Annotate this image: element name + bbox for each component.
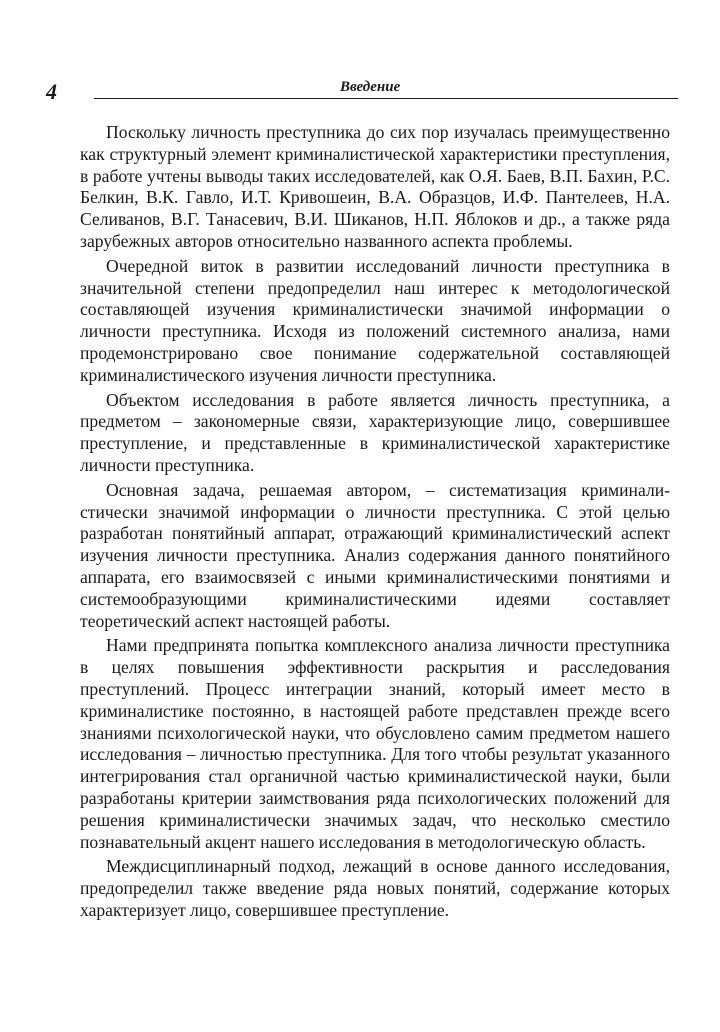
header-rule [94,98,678,99]
page-number: 4 [46,79,57,104]
paragraph: Нами предпринята попытка комплексного анализа личности преступника в целях повышения эффективности раскрытия и расследования преступлений. Процесс интеграции знаний, который имеет место в криминалистике постоянно, в настоящей работе представлен прежде всего знаниями психологической науки, что обусловлено самим предметом нашего исследования – личностью преступника. Для того чтобы результат указанного интегрирования стал органичной частью криминалистической науки, были разработаны критерии заимствования ряда психологических положений для решения криминалистически значимых задач, что несколько сместило познавательный акцент нашего исследования в методологическую область. [80,635,670,852]
running-title: Введение [340,79,401,95]
paragraph: Поскольку личность преступника до сих пор изучалась преимущественно как структурный элемент криминалистической характеристики преступления, в работе учтены выводы таких исследователей, как О.Я. Баев, В.П. Бахин, Р.С. Белкин, В.К. Гавло, И.Т. Кривошеин, В.А. Образцов, И.Ф. Пантелеев, Н.А. Селиванов, В.Г. Танасевич, В.И. Шиканов, Н.П. Яблоков и др., а также ряда зарубежных авторов относительно названного аспекта проблемы. [80,122,670,251]
paragraph: Объектом исследования в работе является личность преступника, а предметом – закономерные связи, характеризующие лицо, совершившее преступление, и представленные в криминалистической характеристике личности преступника. [80,389,670,475]
paragraph: Междисциплинарный подход, лежащий в основе данного исследования, предопределил также введение ряда новых понятий, содержание которых характеризует лицо, совершившее преступление. [80,856,670,920]
body-text [80,122,670,925]
paragraph: Очередной виток в развитии исследований личности преступника в значительной степени предопределил наш интерес к методологической составляющей изучения криминалистически значимой информации о личности преступника. Исходя из положений системного анализа, нами продемонстрировано свое понимание содержательной составляющей криминалистического изучения личности преступника. [80,255,670,385]
paragraph: Основная задача, решаемая автором, – систематизация криминалистически значимой информации о личности преступника. С этой целью разработан понятийный аппарат, отражающий криминалистический аспект изучения личности преступника. Анализ содержания данного понятийного аппарата, его взаимосвязей с иными криминалистическими понятиями и системообразующими криминалистическими идеями составляет теоретический аспект настоящей работы. [80,479,670,631]
page-header [40,76,678,104]
